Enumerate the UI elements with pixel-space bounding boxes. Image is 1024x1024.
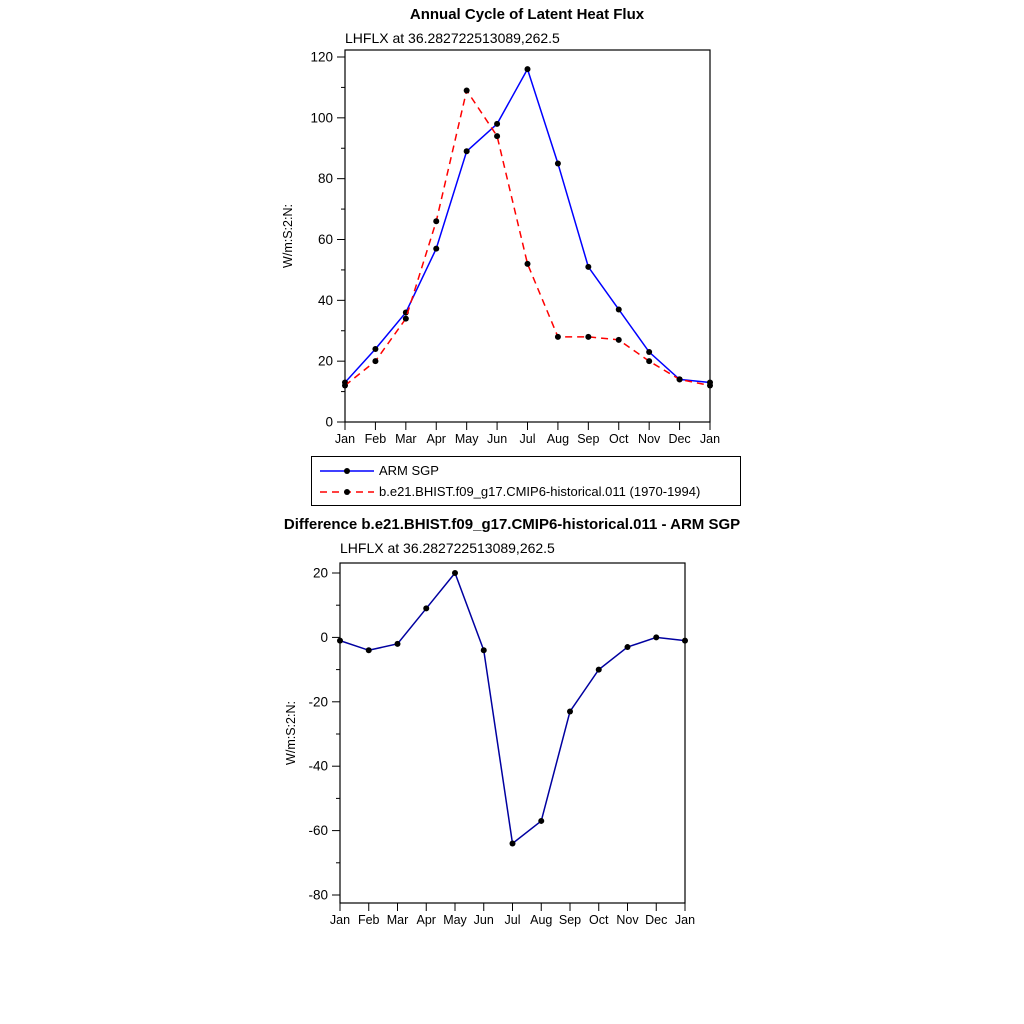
svg-text:Apr: Apr [426, 432, 446, 446]
svg-text:Feb: Feb [357, 913, 380, 927]
legend-line-sample-solid [318, 464, 376, 478]
legend-label-arm-sgp: ARM SGP [379, 463, 439, 478]
svg-text:Oct: Oct [589, 913, 609, 927]
svg-text:Dec: Dec [668, 432, 691, 446]
svg-text:Jan: Jan [699, 432, 721, 446]
svg-text:20: 20 [317, 353, 333, 369]
svg-text:Nov: Nov [638, 432, 661, 446]
svg-text:Aug: Aug [546, 432, 570, 446]
svg-text:20: 20 [312, 565, 328, 581]
svg-text:Sep: Sep [558, 913, 582, 927]
svg-text:Mar: Mar [386, 913, 409, 927]
svg-text:Jan: Jan [674, 913, 696, 927]
svg-text:Jun: Jun [487, 432, 508, 446]
legend-line-sample-dashed [318, 485, 376, 499]
svg-text:-80: -80 [308, 887, 328, 903]
bottom-chart-title: Difference b.e21.BHIST.f09_g17.CMIP6-historical.011 - ARM SGP [283, 516, 741, 533]
svg-text:W/m:S:2:N:: W/m:S:2:N: [281, 204, 295, 268]
svg-text:60: 60 [317, 232, 333, 247]
svg-text:40: 40 [317, 292, 333, 308]
svg-text:-60: -60 [308, 823, 328, 839]
svg-text:-40: -40 [308, 758, 328, 774]
svg-text:0: 0 [320, 629, 328, 645]
legend-label-model: b.e21.BHIST.f09_g17.CMIP6-historical.011 (1970-1994) [379, 484, 701, 499]
bottom-chart-svg [250, 555, 790, 935]
svg-text:Jan: Jan [334, 432, 356, 446]
top-chart-subtitle: LHFLX at 36.282722513089,262.5 [345, 30, 560, 46]
legend [311, 456, 741, 506]
svg-text:100: 100 [310, 110, 333, 126]
svg-text:W/m:S:2:N:: W/m:S:2:N: [284, 701, 298, 765]
svg-text:Feb: Feb [364, 432, 387, 446]
svg-text:-20: -20 [308, 694, 328, 710]
svg-text:120: 120 [310, 49, 333, 65]
svg-text:0: 0 [325, 414, 333, 430]
svg-text:Jan: Jan [329, 913, 351, 927]
svg-text:May: May [454, 432, 479, 446]
svg-text:Apr: Apr [416, 913, 436, 927]
svg-text:Oct: Oct [609, 432, 629, 446]
svg-text:Sep: Sep [577, 432, 600, 446]
bottom-chart-subtitle: LHFLX at 36.282722513089,262.5 [340, 540, 555, 556]
svg-text:Aug: Aug [530, 913, 553, 927]
svg-text:Jul: Jul [519, 432, 536, 446]
svg-text:Jul: Jul [504, 913, 521, 927]
top-chart-svg [250, 45, 790, 455]
svg-text:May: May [443, 913, 467, 927]
svg-text:80: 80 [317, 171, 333, 187]
top-chart-title: Annual Cycle of Latent Heat Flux [409, 6, 645, 23]
legend-item-model [312, 481, 740, 502]
legend-item-arm-sgp [312, 460, 740, 481]
svg-text:Nov: Nov [616, 913, 639, 927]
svg-text:Jun: Jun [473, 913, 494, 927]
svg-text:Mar: Mar [395, 432, 417, 446]
svg-text:Dec: Dec [645, 913, 668, 927]
